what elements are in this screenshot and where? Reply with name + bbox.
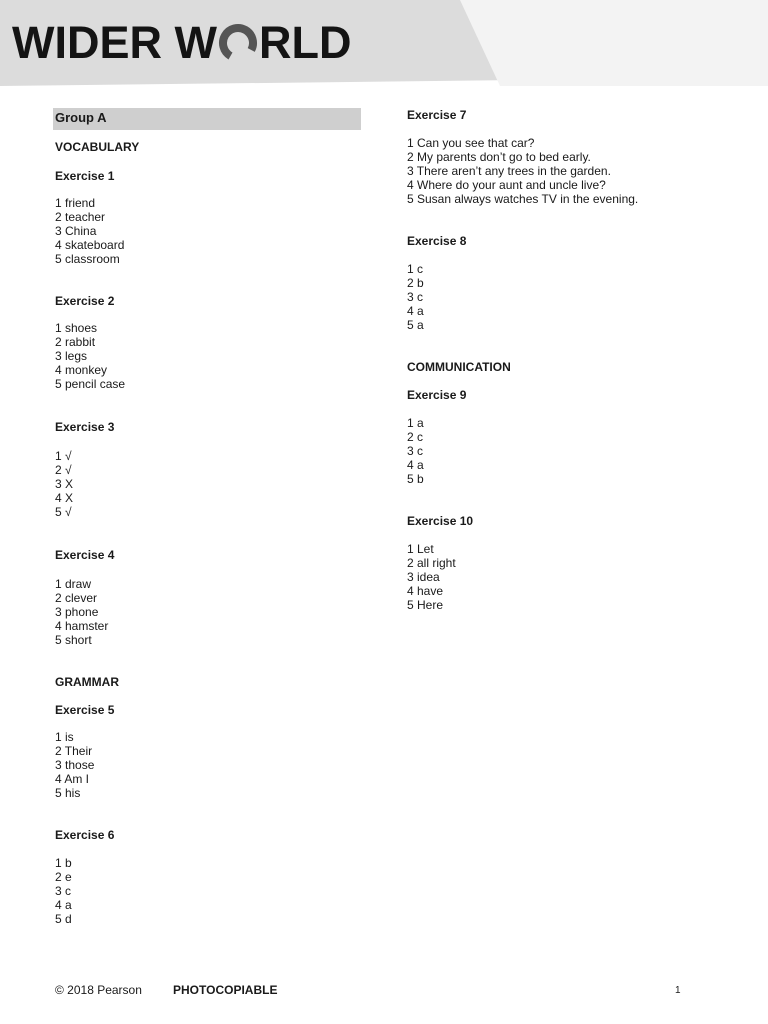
exercise-5-title: Exercise 5 <box>55 703 115 717</box>
answer-item: 1 shoes <box>55 321 98 335</box>
answer-item: 1 Let <box>407 542 434 556</box>
exercise-10-title: Exercise 10 <box>407 514 474 528</box>
page-number: 1 <box>675 985 681 996</box>
answer-item: 5 short <box>55 633 92 647</box>
exercise-7-title: Exercise 7 <box>407 108 467 122</box>
exercise-8-answers <box>407 262 424 332</box>
answer-item: 2 My parents don’t go to bed early. <box>407 150 591 164</box>
answer-item: 3 c <box>407 290 424 304</box>
answer-item: 1 a <box>407 416 424 430</box>
answer-item: 1 draw <box>55 577 92 591</box>
logo-text-right: RLD <box>258 17 352 68</box>
answer-item: 1 Can you see that car? <box>407 136 535 150</box>
exercise-3-title: Exercise 3 <box>55 420 115 434</box>
answer-item: 4 have <box>407 584 444 598</box>
answer-item: 5 Susan always watches TV in the evening. <box>407 192 639 206</box>
answer-item: 2 c <box>407 430 424 444</box>
answer-item: 4 a <box>407 458 424 472</box>
answer-item: 5 Here <box>407 598 444 612</box>
exercise-7-answers <box>407 136 638 206</box>
exercise-10-answers <box>407 542 456 612</box>
answer-item: 3 c <box>407 444 424 458</box>
exercise-5-answers <box>55 730 94 800</box>
header-banner <box>0 0 768 86</box>
answer-item: 2 e <box>55 870 72 884</box>
answer-item: 4 hamster <box>55 619 109 633</box>
answer-item: 5 b <box>407 472 424 486</box>
answer-item: 1 √ <box>55 449 72 463</box>
answer-item: 2 all right <box>407 556 456 570</box>
answer-item: 4 X <box>55 491 74 505</box>
answer-item: 2 teacher <box>55 210 106 224</box>
answer-item: 5 √ <box>55 505 72 519</box>
answer-item: 4 Am I <box>55 772 90 786</box>
answer-item: 2 √ <box>55 463 72 477</box>
answer-item: 3 There aren’t any trees in the garden. <box>407 164 611 178</box>
exercise-6-title: Exercise 6 <box>55 828 115 842</box>
answer-item: 1 is <box>55 730 74 744</box>
answer-item: 4 a <box>407 304 424 318</box>
group-heading-bar <box>53 108 361 130</box>
answer-item: 2 Their <box>55 744 93 758</box>
answer-item: 4 monkey <box>55 363 108 377</box>
exercise-6-answers <box>55 856 72 926</box>
exercise-1-title: Exercise 1 <box>55 169 115 183</box>
answer-item: 5 classroom <box>55 252 120 266</box>
vocabulary-heading: VOCABULARY <box>55 140 140 154</box>
answer-item: 5 his <box>55 786 81 800</box>
answer-item: 3 those <box>55 758 95 772</box>
exercise-1-answers <box>55 196 124 266</box>
copyright-notice: © 2018 Pearson <box>55 983 142 997</box>
answer-item: 2 clever <box>55 591 98 605</box>
answer-item: 3 c <box>55 884 72 898</box>
exercise-8-title: Exercise 8 <box>407 234 467 248</box>
photocopiable-label: PHOTOCOPIABLE <box>173 983 278 997</box>
communication-heading: COMMUNICATION <box>407 360 511 374</box>
group-label: Group A <box>55 110 107 125</box>
answer-item: 2 rabbit <box>55 335 96 349</box>
answer-item: 3 legs <box>55 349 88 363</box>
exercise-4-title: Exercise 4 <box>55 548 115 562</box>
exercise-2-title: Exercise 2 <box>55 294 115 308</box>
answer-item: 4 a <box>55 898 72 912</box>
answer-item: 2 b <box>407 276 424 290</box>
answer-item: 1 friend <box>55 196 96 210</box>
exercise-9-title: Exercise 9 <box>407 388 467 402</box>
answer-item: 1 b <box>55 856 72 870</box>
answer-item: 3 idea <box>407 570 440 584</box>
logo-text-left: WIDER W <box>12 17 217 68</box>
answer-item: 5 a <box>407 318 424 332</box>
wider-world-logo <box>12 16 351 70</box>
exercise-9-answers <box>407 416 424 486</box>
answer-item: 3 China <box>55 224 97 238</box>
answer-item: 4 skateboard <box>55 238 125 252</box>
answer-item: 3 X <box>55 477 74 491</box>
answer-item: 5 pencil case <box>55 377 126 391</box>
grammar-heading: GRAMMAR <box>55 675 119 689</box>
exercise-4-answers <box>55 577 108 647</box>
answer-item: 4 Where do your aunt and uncle live? <box>407 178 606 192</box>
exercise-3-answers <box>55 449 73 519</box>
exercise-2-answers <box>55 321 125 391</box>
answer-item: 3 phone <box>55 605 99 619</box>
answer-item: 1 c <box>407 262 424 276</box>
logo-ring-icon <box>218 21 258 61</box>
answer-item: 5 d <box>55 912 72 926</box>
